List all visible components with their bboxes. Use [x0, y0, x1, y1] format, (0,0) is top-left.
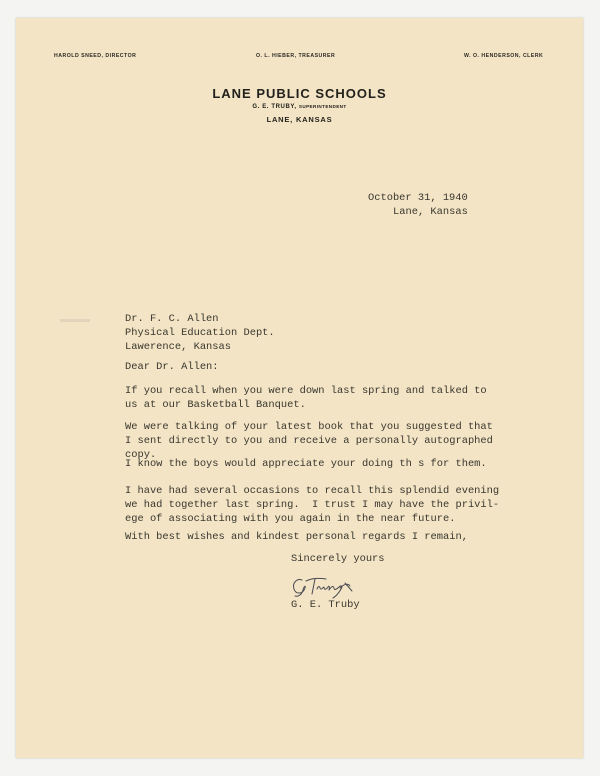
signer-name: G. E. Truby [291, 599, 360, 611]
salutation: Dear Dr. Allen: [125, 361, 219, 373]
letter-date: October 31, 1940 [368, 192, 468, 204]
director-name: HAROLD SNEED, DIRECTOR [54, 53, 137, 59]
recipient-city: Lawerence, Kansas [125, 341, 232, 353]
treasurer-name: O. L. HIEBER, TREASURER [256, 53, 336, 59]
closing: Sincerely yours [291, 553, 385, 565]
superintendent-role: SUPERINTENDENT [298, 104, 347, 109]
recipient-address [125, 312, 275, 354]
clerk-name: W. O. HENDERSON, CLERK [464, 53, 544, 59]
paragraph-3: I know the boys would appreciate your doing th s for them. [125, 458, 487, 470]
date-block [368, 191, 468, 219]
paragraph-1: If you recall when you were down last spring and talked to us at our Basketball Banquet. [125, 385, 487, 411]
paragraph-5: With best wishes and kindest personal regards I remain, [125, 531, 468, 543]
letterhead-town: LANE, KANSAS [266, 115, 333, 124]
recipient-department: Physical Education Dept. [125, 327, 275, 339]
letter-place: Lane, Kansas [393, 206, 468, 218]
letterhead-superintendent [16, 104, 583, 110]
superintendent-name: G. E. TRUBY, [252, 104, 297, 110]
faint-stamp-mark [60, 319, 90, 322]
letter-page [16, 18, 583, 758]
paragraph-2: We were talking of your latest book that you suggested that I sent directly to you and receive a personally autographed copy. [125, 421, 493, 461]
handwritten-signature [288, 574, 358, 600]
paragraph-4: I have had several occasions to recall this splendid evening we had together last spring. I trust I may have the privil- ege of associating with you again in the near future. [125, 485, 500, 525]
letterhead-title: LANE PUBLIC SCHOOLS [212, 86, 387, 101]
recipient-name: Dr. F. C. Allen [125, 313, 219, 325]
